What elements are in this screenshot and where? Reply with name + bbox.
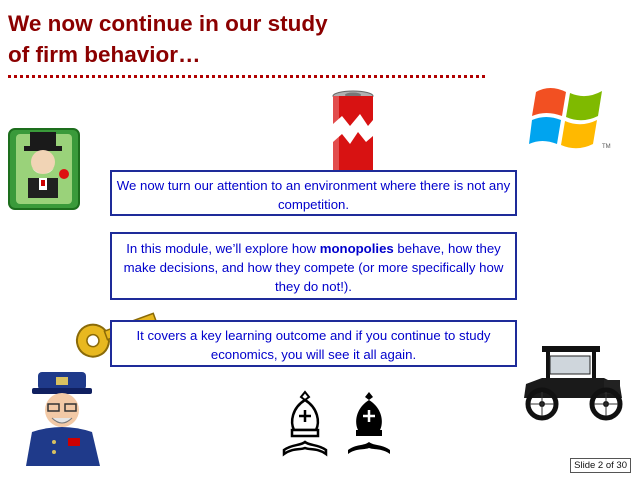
windows-logo-icon <box>528 82 618 152</box>
slide-title <box>8 8 478 70</box>
outcome-text-box <box>110 320 517 367</box>
module-text-end: behave, how they make decisions, and how they compete (or more specifically how they do not!). <box>123 241 504 294</box>
title-line-2: of firm behavior… <box>8 42 201 67</box>
model-t-car-icon <box>512 340 630 424</box>
black-bishop-icon <box>344 388 394 458</box>
module-text-start: In this module, we’ll explore how <box>126 241 320 256</box>
slide-number: Slide 2 of 30 <box>570 458 631 473</box>
intro-text: We now turn our attention to an environment where there is not any competition. <box>116 178 511 212</box>
windows-tm-mark: TM <box>602 144 611 150</box>
intro-text-box <box>110 170 517 216</box>
title-divider <box>8 75 485 78</box>
outcome-text: It covers a key learning outcome and if you continue to study economics, you will see it all again. <box>136 328 491 362</box>
monopolies-keyword: monopolies <box>319 241 394 256</box>
train-conductor-icon <box>20 368 106 468</box>
white-bishop-icon <box>280 388 330 458</box>
monopoly-man-logo-icon <box>8 128 80 210</box>
module-text-box <box>110 232 517 300</box>
soda-can-icon <box>330 90 376 172</box>
title-line-1: We now continue in our study <box>8 11 328 36</box>
